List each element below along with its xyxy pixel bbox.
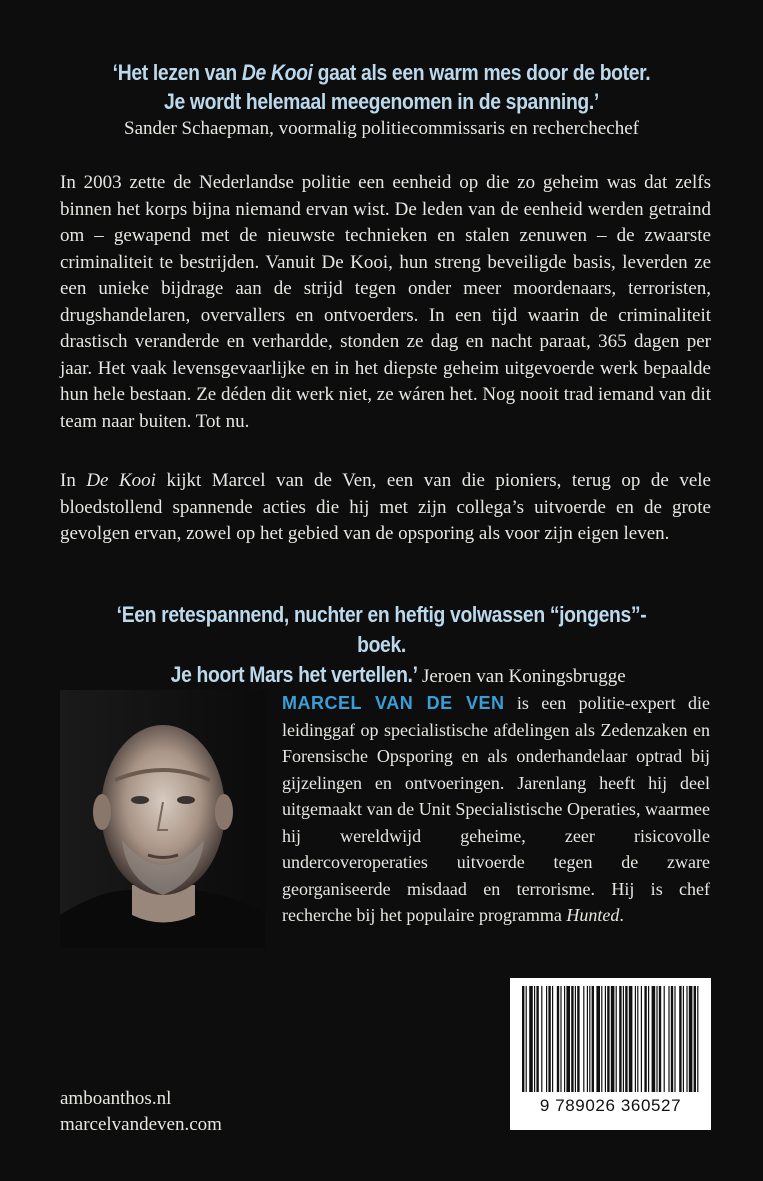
barcode-bar (664, 986, 665, 1092)
barcode-bar (668, 986, 669, 1092)
website-publisher[interactable]: amboanthos.nl (60, 1088, 172, 1109)
barcode-bar (607, 986, 609, 1092)
blurb-paragraph-1: In 2003 zette de Nederlandse politie een eenheid op die zo geheim was dat zelfs binnen het korps bijna niemand ervan wist. De leden van de eenheid werden getraind om – gewapend met de nieuwste technieken en stalen zenuwen – de zwaarste criminaliteit te bestrijden. Vanuit De Kooi, hun streng beveiligde basis, leverden ze een unieke bijdrage aan de strijd tegen onder meer moordenaars, terroristen, drugshandelaren, overvallers en ontvoerders. In een tijd waarin de criminaliteit drastisch veranderde en verhardde, stonden ze dag en nacht paraat, 365 dagen per jaar. Het vaak levensgevaarlijke en in het diepste geheim uitgevoerde werk bepaalde hun hele bestaan. Ze déden dit werk niet, ze wáren het. Nog nooit trad iemand van dit team naar buiten. Tot nu. (60, 172, 711, 432)
quote-line-1: ‘Het lezen van De Kooi gaat als een warm mes door de boter. (112, 60, 651, 85)
barcode-bar (686, 986, 687, 1092)
barcode-bar (552, 986, 553, 1092)
barcode-bar (674, 986, 675, 1092)
barcode-bars (518, 986, 703, 1094)
barcode-bar (625, 986, 627, 1092)
author-bio: MARCEL VAN DE VEN is een politie-expert die leidinggaf op specialistische afdelingen als Zedenzaken en Forensische Opsporing en als onderhandelaar optrad bij gijzelingen en ontvoeringen. Jarenlang heeft hij deel uitgemaakt van de Unit Specialistische Operaties, waarmee hij wereldwijd geheime, zeer risicovolle undercoveroperaties uitvoerde tegen de zware georganiseerde misdaad en terrorisme. Hij is chef recherche bij het populaire programma Hunted. (282, 693, 710, 925)
isbn-number: 9 789026 360527 (539, 1096, 682, 1115)
barcode-bar (577, 986, 579, 1092)
barcode-bar (560, 986, 561, 1092)
barcode-bar (596, 986, 600, 1092)
barcode-bar (619, 986, 621, 1092)
barcode-bar (529, 986, 533, 1092)
barcode-bar (534, 986, 535, 1092)
barcode-bar (526, 986, 527, 1092)
barcode-bar (587, 986, 588, 1092)
barcode-bar (656, 986, 657, 1092)
barcode-bar (652, 986, 656, 1092)
website-list (60, 1086, 222, 1138)
barcode-bar (546, 986, 547, 1092)
barcode-bar (671, 986, 673, 1092)
barcode-bar (592, 986, 594, 1092)
author-name: MARCEL VAN DE VEN (282, 693, 505, 713)
barcode-bar (611, 986, 615, 1092)
middle-review-quote (60, 600, 703, 690)
barcode-bar (571, 986, 573, 1092)
barcode-bar (683, 986, 684, 1092)
barcode-bar (557, 986, 559, 1092)
isbn-barcode (510, 978, 711, 1130)
top-review-quote (60, 58, 703, 141)
barcode-bar (648, 986, 649, 1092)
mid-quote-line-1: ‘Een retespannend, nuchter en heftig volwassen “jongens”-boek. (116, 602, 647, 657)
quote-line-2: Je wordt helemaal meegenomen in de spanning.’ (164, 89, 599, 114)
barcode-bar (659, 986, 661, 1092)
mid-quote-author: Jeroen van Koningsbrugge (421, 666, 626, 687)
barcode-bar (564, 986, 565, 1092)
barcode-bar (637, 986, 638, 1092)
barcode-bar (689, 986, 693, 1092)
barcode-bar (641, 986, 642, 1092)
barcode-bar (635, 986, 636, 1092)
barcode-bar (566, 986, 570, 1092)
blurb-paragraph-2: In De Kooi kijkt Marcel van de Ven, een van die pioniers, terug op de vele bloedstollend spannende acties die hij met zijn collega’s uitvoerde en de grote gevolgen ervan, zowel op het gebied van de opsporing als voor zijn eigen leven. (60, 470, 711, 544)
website-author[interactable]: marcelvandeven.com (60, 1114, 222, 1135)
barcode-bar (583, 986, 584, 1092)
barcode-bar (541, 986, 542, 1092)
barcode-bar (575, 986, 576, 1092)
barcode-bar (522, 986, 524, 1092)
barcode-bar (623, 986, 624, 1092)
author-portrait (60, 690, 265, 948)
barcode-bar (629, 986, 633, 1092)
barcode-bar (605, 986, 606, 1092)
barcode-bar (601, 986, 602, 1092)
mid-quote-line-2: Je hoort Mars het vertellen.’ (171, 662, 418, 687)
barcode-bar (589, 986, 590, 1092)
barcode-bar (694, 986, 696, 1092)
barcode-bar (697, 986, 698, 1092)
barcode-bar (644, 986, 646, 1092)
barcode-bar (616, 986, 617, 1092)
quote-attribution: Sander Schaepman, voormalig politiecommissaris en recherchechef (124, 118, 639, 139)
barcode-bar (679, 986, 681, 1092)
barcode-bar (536, 986, 538, 1092)
barcode-bar (548, 986, 550, 1092)
